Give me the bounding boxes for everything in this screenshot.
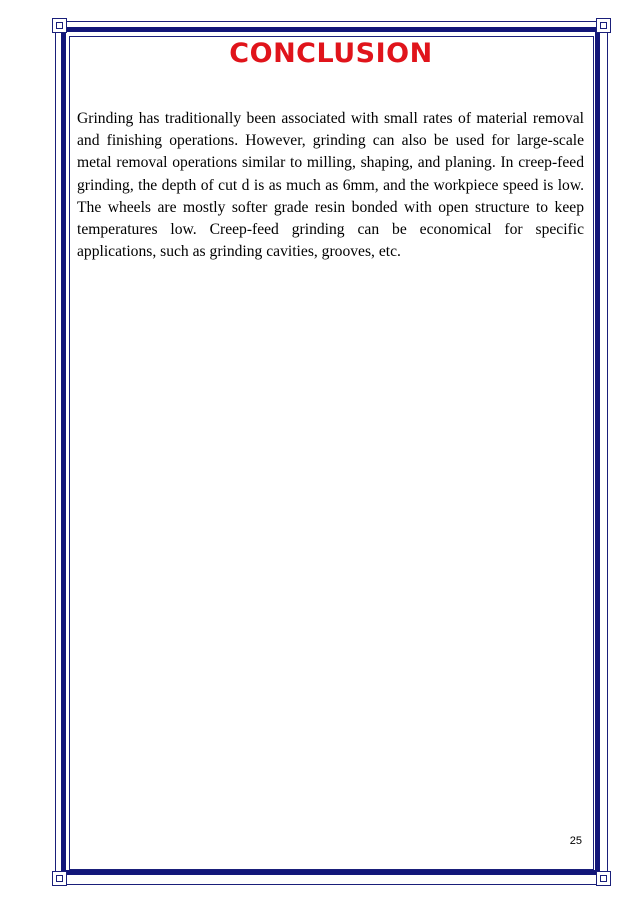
corner-ornament-bottom-right: [596, 871, 611, 886]
page-title: CONCLUSION: [229, 38, 433, 69]
conclusion-paragraph: Grinding has traditionally been associated with small rates of material removal and finishing operations. However, grinding can also be used for large-scale metal removal operations similar to milling, shaping, and planing. In creep-feed grinding, the depth of cut d is as much as 6mm, and the workpiece speed is low. The wheels are mostly softer grade resin bonded with open structure to keep temperatures low. Creep-feed grinding can be economical for specific applications, such as grinding cavities, grooves, etc.: [77, 110, 584, 261]
page-number: 25: [569, 835, 582, 847]
corner-ornament-top-left: [52, 18, 67, 33]
corner-ornament-top-right: [596, 18, 611, 33]
corner-ornament-bottom-left: [52, 871, 67, 886]
